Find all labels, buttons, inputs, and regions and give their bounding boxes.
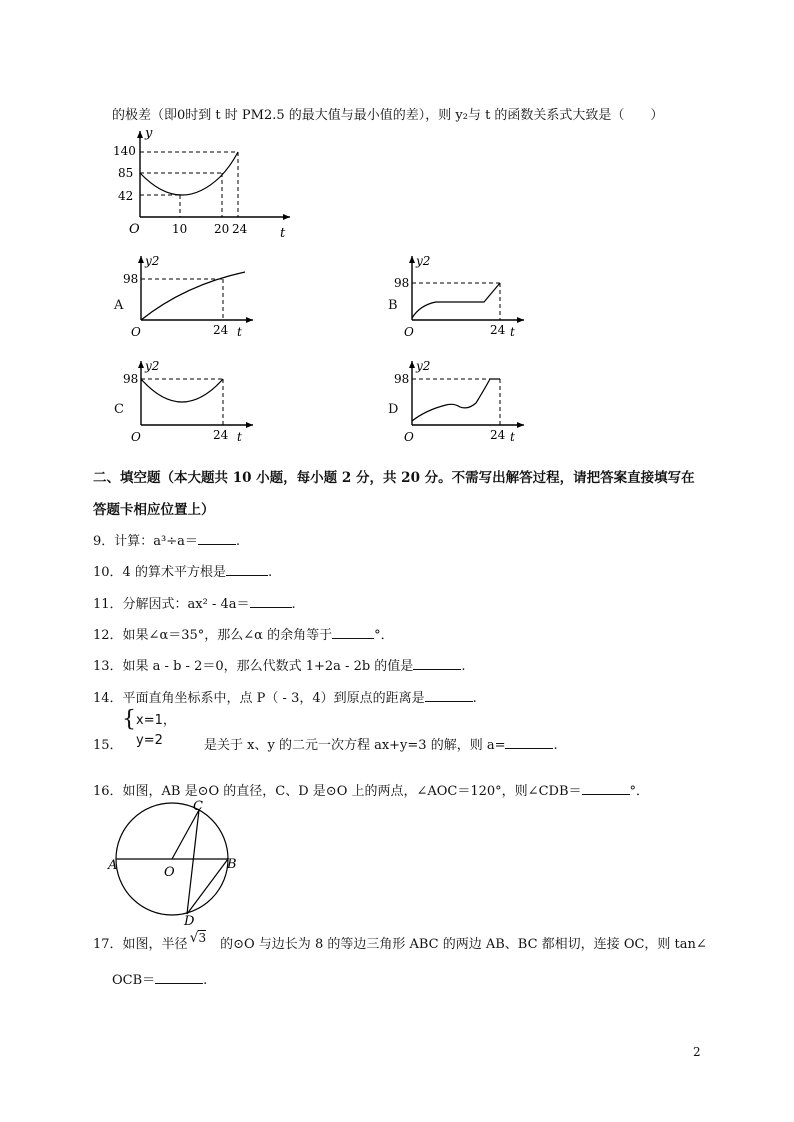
option-a-letter: A	[114, 298, 124, 313]
x-tick-24: 24	[490, 323, 506, 337]
point-b-label: B	[227, 857, 237, 872]
question-10: 10．4 的算术平方根是 .	[93, 565, 273, 580]
origin: O	[131, 325, 141, 339]
x-label: t	[237, 430, 242, 444]
option-c-curve	[141, 379, 223, 402]
point-o-label: O	[164, 865, 175, 880]
option-c-graph	[125, 355, 255, 443]
x-tick-24: 24	[490, 428, 506, 442]
system-eq-2: y=2	[136, 733, 163, 748]
question-12: 12．如果∠α＝35°，那么∠α 的余角等于 °．	[93, 628, 394, 643]
point-c-label: C	[193, 799, 203, 814]
answer-blank[interactable]	[425, 701, 473, 702]
x-label: t	[510, 325, 515, 339]
y2-label: y2	[145, 359, 160, 373]
y2-label: y2	[416, 254, 431, 268]
option-d-graph	[396, 355, 526, 443]
pm25-main-graph	[110, 125, 300, 240]
y-tick-140: 140	[113, 144, 136, 158]
section-2-heading-line1: 二、填空题（本大题共 10 小题，每小题 2 分，共 20 分。不需写出解答过程，请把答案直接填写在	[93, 470, 695, 486]
page-number: 2	[693, 1045, 701, 1059]
question-15: 是关于 x、y 的二元一次方程 ax+y=3 的解，则 a= .	[204, 738, 558, 753]
option-a-graph	[125, 250, 255, 338]
question-13: 13．如果 a - b - 2＝0，那么代数式 1+2a - 2b 的值是 .	[93, 659, 466, 674]
guide-lines	[140, 152, 238, 217]
y-axis-label: y	[145, 126, 153, 141]
x-label: t	[237, 325, 242, 339]
y-tick-85: 85	[118, 166, 134, 180]
section-2-heading-line2: 答题卡相应位置上）	[93, 502, 215, 518]
origin-label: O	[129, 222, 140, 237]
y-tick-98: 98	[123, 272, 139, 286]
answer-blank[interactable]	[582, 794, 630, 795]
system-brace: {	[122, 707, 136, 732]
y-axis-arrow	[137, 131, 143, 138]
option-d-curve	[412, 379, 500, 421]
question-17-line1: 17．如图，半径 √3 的⊙O 与边长为 8 的等边三角形 ABC 的两边 AB、BC 都相切，连接 OC，则 tan∠	[93, 930, 707, 952]
origin: O	[131, 430, 141, 444]
option-c-letter: C	[114, 402, 124, 417]
answer-blank[interactable]	[250, 607, 292, 608]
x-tick-24: 24	[232, 222, 248, 236]
x-tick-10: 10	[172, 222, 188, 236]
option-b-curve	[412, 283, 500, 318]
answer-blank[interactable]	[198, 544, 236, 545]
system-eq-1: x=1，	[136, 713, 176, 728]
x-label: t	[510, 430, 515, 444]
origin: O	[404, 325, 414, 339]
answer-blank[interactable]	[155, 983, 203, 984]
y-tick-98: 98	[123, 372, 139, 386]
question-16: 16．如图，AB 是⊙O 的直径，C、D 是⊙O 上的两点，∠AOC＝120°，则∠CDB＝ °．	[93, 784, 650, 799]
answer-blank[interactable]	[413, 669, 461, 670]
y2-label: y2	[145, 254, 160, 268]
y2-label: y2	[416, 359, 431, 373]
segment-oc	[172, 810, 199, 859]
answer-blank[interactable]	[226, 575, 268, 576]
segment-cd	[187, 810, 199, 914]
x-axis-label: t	[280, 226, 286, 241]
sqrt-3: √3	[189, 930, 207, 946]
answer-blank[interactable]	[332, 638, 374, 639]
question-17-line2: OCB＝ .	[112, 973, 208, 988]
question-14: 14．平面直角坐标系中，点 P（ - 3，4）到原点的距离是 .	[93, 691, 477, 706]
point-a-label: A	[108, 858, 118, 873]
y-tick-98: 98	[394, 372, 410, 386]
y-tick-98: 98	[394, 276, 410, 290]
x-axis-arrow	[283, 214, 290, 220]
option-b-letter: B	[388, 298, 398, 313]
point-d-label: D	[184, 914, 195, 929]
x-tick-20: 20	[214, 222, 230, 236]
option-d-letter: D	[388, 402, 399, 417]
y-tick-42: 42	[118, 189, 134, 203]
option-b-graph	[396, 250, 526, 338]
question-15-number: 15．	[93, 738, 123, 753]
circle-figure	[108, 798, 243, 929]
answer-blank[interactable]	[505, 748, 553, 749]
question-11: 11．分解因式：ax² - 4a＝ .	[93, 597, 296, 612]
pm25-curve	[140, 152, 238, 195]
segment-db	[187, 859, 228, 914]
x-tick-24: 24	[213, 323, 229, 337]
question-9: 9．计算：a³÷a＝ .	[93, 534, 241, 549]
x-tick-24: 24	[213, 428, 229, 442]
origin: O	[404, 430, 414, 444]
question-8-stem-continuation: 的极差（即0时到 t 时 PM2.5 的最大值与最小值的差），则 y₂与 t 的函数关系式大致是（ ）	[112, 108, 664, 123]
